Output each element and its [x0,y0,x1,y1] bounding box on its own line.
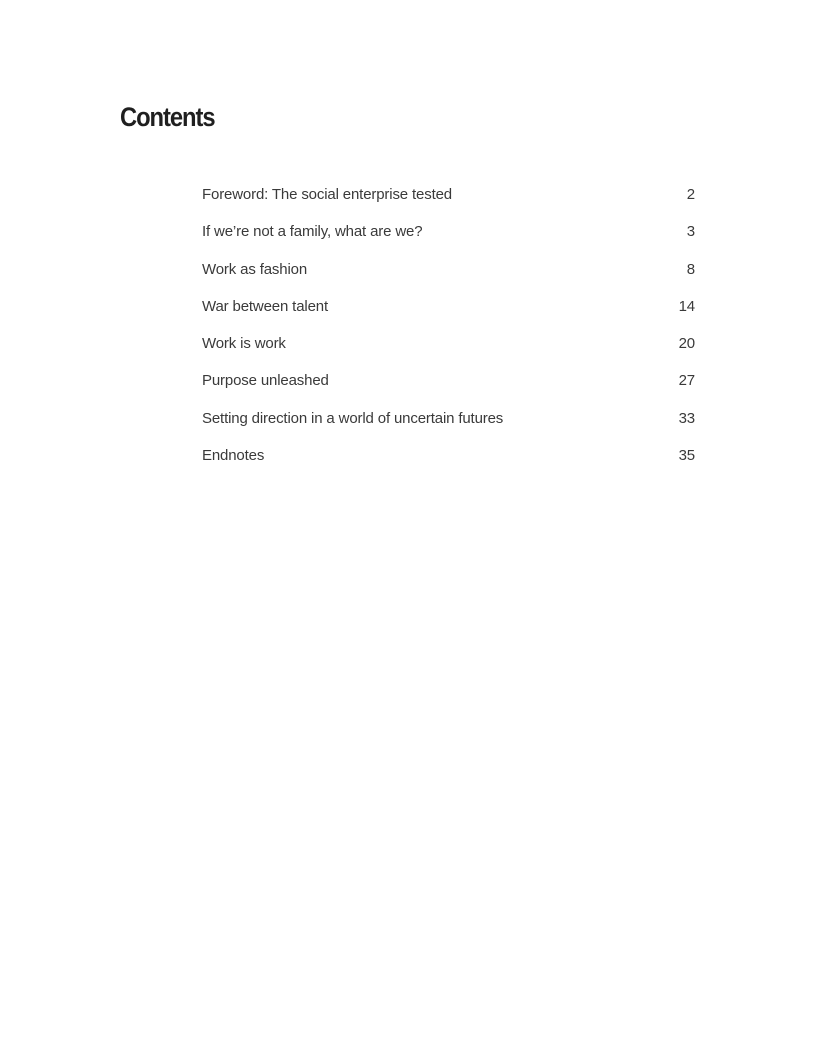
toc-entry-family[interactable] [202,220,695,257]
toc-entry-endnotes[interactable] [202,444,695,481]
toc-entry-title: Work is work [202,335,286,353]
toc-entry-title: Purpose unleashed [202,372,329,390]
toc-entry-title: If we’re not a family, what are we? [202,223,423,241]
toc-entry-page: 14 [678,297,695,315]
toc-entry-page: 2 [686,186,695,203]
toc-entry-work-as-fashion[interactable] [202,258,695,295]
toc-entry-work-is-work[interactable] [202,332,695,369]
toc-entry-page: 20 [678,335,695,353]
toc-entry-title: Foreword: The social enterprise tested [202,186,452,203]
toc-entry-title: War between talent [202,297,328,315]
toc-entry-title: Work as fashion [202,260,308,278]
toc-entry-title: Setting direction in a world of uncertain futures [202,409,504,427]
toc-entry-page: 35 [678,447,695,465]
toc-entry-page: 33 [678,409,695,427]
toc-entry-page: 3 [686,223,695,241]
table-of-contents [202,183,695,481]
toc-entry-page: 27 [678,372,695,390]
toc-entry-title: Endnotes [202,447,265,465]
toc-entry-purpose-unleashed[interactable] [202,369,695,406]
toc-entry-war-between-talent[interactable] [202,295,695,332]
toc-entry-foreword[interactable] [202,183,695,220]
page-title: Contents [120,102,215,132]
toc-entry-page: 8 [686,260,695,278]
toc-entry-setting-direction[interactable] [202,407,695,444]
